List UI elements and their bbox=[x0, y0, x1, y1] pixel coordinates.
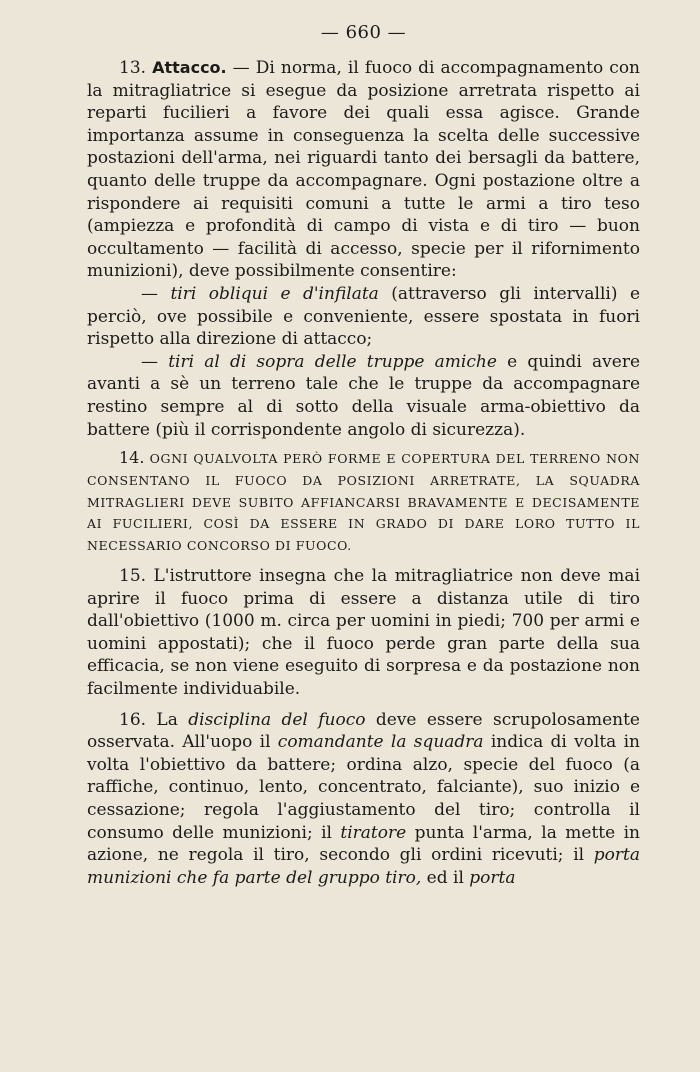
paragraph-15 bbox=[87, 565, 640, 701]
paragraph-14 bbox=[87, 447, 640, 557]
paragraph-16 bbox=[87, 709, 640, 890]
subpoint-overhead-text: e quindi avere avanti a sè un terreno tale che le truppe da accompagnare restino sempre al di sotto della visuale arma-obiettivo da battere (più il corrispondente angolo di sicurezza). bbox=[87, 351, 641, 440]
paragraph-16-text-4: punta l'arma, la mette in azione, ne regola il tiro, secondo gli ordini ricevuti; il bbox=[87, 822, 640, 866]
paragraph-13-number: 13. bbox=[119, 58, 147, 78]
paragraph-14-number: 14. bbox=[119, 448, 145, 468]
paragraph-15-text: L'istruttore insegna che la mitragliatrice non deve mai aprire il fuoco prima di essere a distanza utile di tiro dall'obiettivo (1000 m. circa per uomini in piedi; 700 per armi e uomini appostati); che il fuoco perde gran parte della sua efficacia, se non viene eseguito di sorpresa e da postazione non facilmente individuabile. bbox=[87, 566, 641, 700]
subpoint-overhead-dash: — bbox=[141, 351, 169, 372]
paragraph-16-emphasis-1: disciplina del fuoco bbox=[188, 709, 366, 730]
paragraph-16-text-5: ed il bbox=[421, 867, 470, 888]
paragraph-13 bbox=[87, 57, 640, 283]
paragraph-15-number: 15. bbox=[119, 566, 147, 587]
paragraph-16-emphasis-4: porta munizioni che fa parte del gruppo tiro, bbox=[87, 845, 640, 888]
paragraph-13-text: — Di norma, il fuoco di accompagnamento con la mitragliatrice si esegue da posizione arretrata rispetto ai reparti fucilieri a favore dei quali essa agisce. Grande importanza assume in conseguenza la scelta delle successive postazioni dell'arma, nei riguardi tanto dei bersagli da battere, quanto delle truppe da accompagnare. Ogni postazione oltre a rispondere ai requisiti comuni a tutte le armi a tiro teso (ampiezza e profondità di campo di vista e di tiro — buon occultamento — facilità di accesso, specie per il rifornimento munizioni), deve possibilmente consentire: bbox=[87, 58, 640, 282]
subpoint-oblique-text: (attraverso gli intervalli) e perciò, ove possibile e conveniente, essere spostata in fuori rispetto alla direzione di attacco; bbox=[87, 283, 641, 350]
subpoint-overhead-fire bbox=[87, 351, 640, 441]
paragraph-16-text-2: deve essere scrupolosamente osservata. All'uopo il bbox=[87, 709, 640, 753]
paragraph-16-text-1: La bbox=[146, 709, 189, 730]
paragraph-14-text: OGNI QUALVOLTA PERÒ FORME E COPERTURA DEL TERRENO NON CONSENTANO IL FUOCO DA POSIZIONI ARRETRATE, LA SQUADRA MITRAGLIERI DEVE SUBITO AFFIANCARSI BRAVAMENTE E DECISAMENTE AI FUCILIERI, COSÌ DA ESSERE IN GRADO DI DARE LORO TUTTO IL NECESSARIO CONCORSO DI FUOCO. bbox=[87, 451, 640, 554]
subpoint-overhead-emphasis: tiri al di sopra delle truppe amiche bbox=[168, 351, 497, 372]
paragraph-13-heading: Attacco. bbox=[152, 58, 227, 77]
subpoint-oblique-dash: — bbox=[141, 283, 171, 304]
page-number: — 660 — bbox=[320, 22, 407, 43]
paragraph-16-emphasis-3: tiratore bbox=[340, 822, 407, 843]
paragraph-16-emphasis-2: comandante la squadra bbox=[277, 732, 484, 753]
subpoint-oblique-emphasis: tiri obliqui e d'infilata bbox=[170, 283, 379, 304]
subpoint-oblique-fire bbox=[87, 283, 640, 351]
paragraph-16-number: 16. bbox=[119, 709, 147, 730]
paragraph-16-text-3: indica di volta in volta l'obiettivo da battere; ordina alzo, specie del fuoco (a raffiche, continuo, lento, concentrato, falciante), suo inizio e cessazione; regola l'aggiustamento del tiro; controlla il consumo delle munizioni; il bbox=[87, 732, 640, 843]
paragraph-16-emphasis-5: porta bbox=[469, 867, 516, 888]
